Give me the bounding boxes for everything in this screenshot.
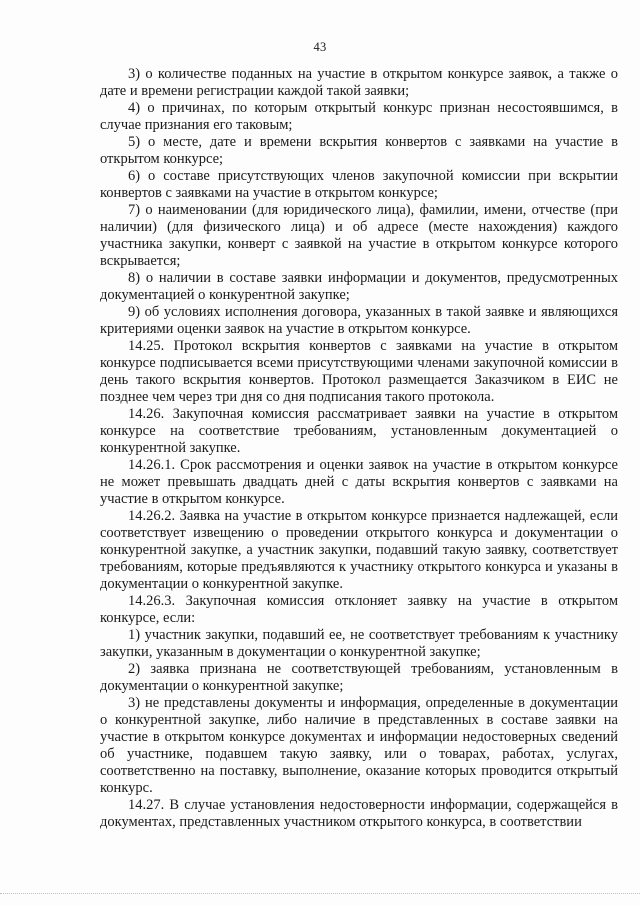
paragraph: 3) о количестве поданных на участие в открытом конкурсе заявок, а также о дате и времени регистрации каждой такой заявки; (100, 66, 618, 99)
paragraph: 14.27. В случае установления недостоверности информации, содержащейся в документах, представленных участником открытого конкурса, в соответствии (100, 797, 618, 830)
paragraph: 2) заявка признана не соответствующей требованиям, установленным в документации о конкурентной закупке; (100, 661, 618, 694)
paragraph: 14.26.2. Заявка на участие в открытом конкурсе признается надлежащей, если соответствует извещению о проведении открытого конкурса и документации о конкурентной закупке, а участник закупки, подавший такую заявку, соответствует требованиям, которые предъявляются к участнику открытого конкурса и указаны в документации о конкурентной закупке. (100, 508, 618, 592)
page-number: 43 (313, 40, 327, 54)
paragraph: 9) об условиях исполнения договора, указанных в такой заявке и являющихся критериями оценки заявок на участие в открытом конкурсе. (100, 304, 618, 337)
paragraph: 5) о месте, дате и времени вскрытия конвертов с заявками на участие в открытом конкурсе; (100, 134, 618, 167)
paragraph: 8) о наличии в составе заявки информации и документов, предусмотренных документацией о конкурентной закупке; (100, 270, 618, 303)
paragraph: 14.26.3. Закупочная комиссия отклоняет заявку на участие в открытом конкурсе, если: (100, 593, 618, 626)
paragraph: 1) участник закупки, подавший ее, не соответствует требованиям к участнику закупки, указанным в документации о конкурентной закупке; (100, 627, 618, 660)
scan-edge-divider (0, 893, 640, 895)
document-body (100, 66, 618, 831)
paragraph: 7) о наименовании (для юридического лица), фамилии, имени, отчестве (при наличии) (для физического лица) и об адресе (месте нахождения) каждого участника закупки, конверт с заявкой на участие в открытом конкурсе которого вскрывается; (100, 202, 618, 269)
paragraph: 14.25. Протокол вскрытия конвертов с заявками на участие в открытом конкурсе подписывается всеми присутствующими членами закупочной комиссии в день такого вскрытия конвертов. Протокол размещается Заказчиком в ЕИС не позднее чем через три дня со дня подписания такого протокола. (100, 338, 618, 405)
paragraph: 4) о причинах, по которым открытый конкурс признан несостоявшимся, в случае признания его таковым; (100, 100, 618, 133)
paragraph: 3) не представлены документы и информация, определенные в документации о конкурентной закупке, либо наличие в представленных в составе заявки на участие в открытом конкурсе документах и информации недостоверных сведений об участнике, подавшем такую заявку, или о товарах, работах, услугах, соответственно на поставку, выполнение, оказание которых проводится открытый конкурс. (100, 695, 618, 796)
paragraph: 6) о составе присутствующих членов закупочной комиссии при вскрытии конвертов с заявками на участие в открытом конкурсе; (100, 168, 618, 201)
paragraph: 14.26.1. Срок рассмотрения и оценки заявок на участие в открытом конкурсе не может превышать двадцать дней с даты вскрытия конвертов с заявками на участие в открытом конкурсе. (100, 457, 618, 507)
paragraph: 14.26. Закупочная комиссия рассматривает заявки на участие в открытом конкурсе на соответствие требованиям, установленным документацией о конкурентной закупке. (100, 406, 618, 456)
